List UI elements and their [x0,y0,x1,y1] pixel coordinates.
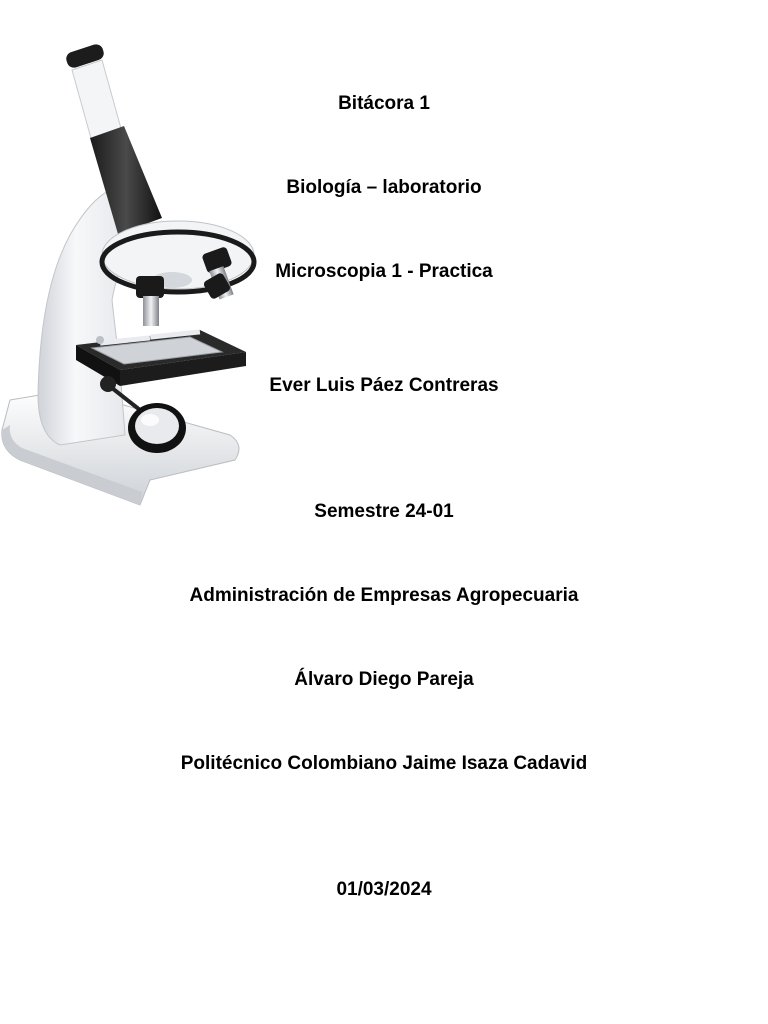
author-name: Ever Luis Páez Contreras [269,375,499,396]
program-line: Administración de Empresas Agropecuaria [189,585,579,606]
subject-line: Biología – laboratorio [286,177,482,198]
document-date: 01/03/2024 [336,879,432,900]
professor-name: Álvaro Diego Pareja [294,669,474,690]
semester-line: Semestre 24-01 [314,501,454,522]
institution-name: Politécnico Colombiano Jaime Isaza Cadavid [180,753,588,774]
document-title: Bitácora 1 [338,93,430,114]
practice-line: Microscopia 1 - Practica [275,261,493,282]
